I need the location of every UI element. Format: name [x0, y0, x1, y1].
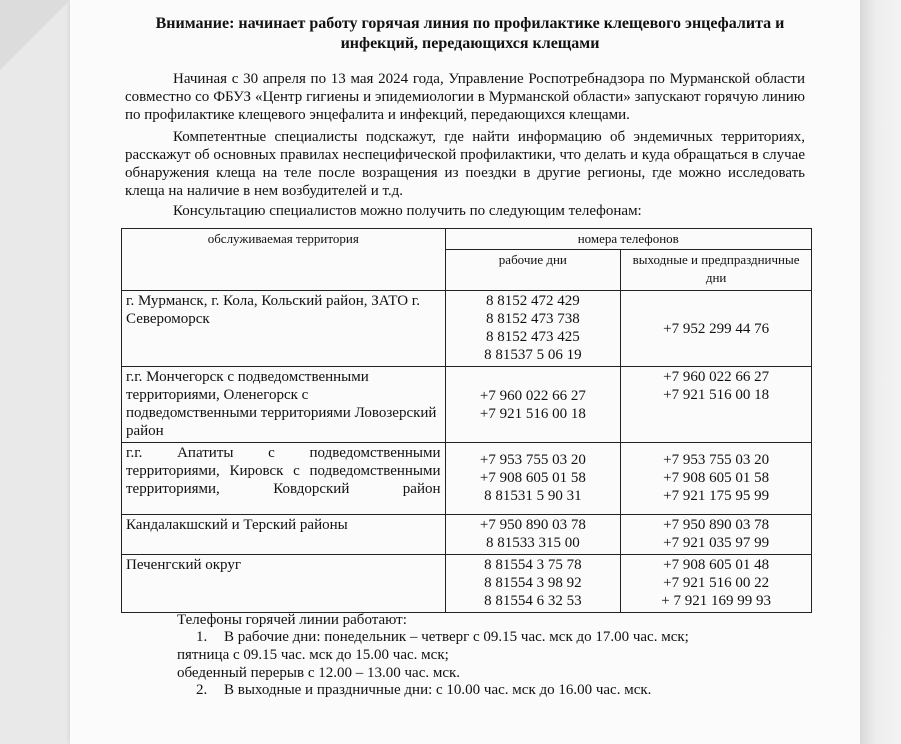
schedule-intro: Телефоны горячей линии работают:: [177, 612, 407, 628]
phone-number: 8 8152 472 429: [485, 293, 580, 309]
phone-number: +7 921 516 00 18: [479, 405, 586, 422]
territory-cell: г.г. Апатиты с подведомственными территориями, Кировск с подведомственными территориями, Ковдорский район: [122, 443, 446, 515]
holidays-cell: [621, 443, 812, 515]
schedule-lunch: обеденный перерыв с 12.00 – 13.00 час. мск.: [177, 665, 461, 681]
schedule-item-number: 2.: [196, 682, 208, 698]
paragraph-consultation: Консультацию специалистов можно получить по следующим телефонам:: [173, 203, 642, 219]
page-edge: [860, 0, 901, 744]
phone-number: +7 950 890 03 78: [479, 517, 586, 533]
paragraph-specialists: Компетентные специалисты подскажут, где найти информацию об эндемичных территориях, расскажут об основных правилах неспецифической профилактики, что делать и куда обращаться в случае обнаружения клеща на теле после возращения из поездки в другие регионы, где можно исследовать клеща на наличие в нем возбудителей и т.д.: [125, 129, 805, 199]
schedule-friday: пятница с 09.15 час. мск до 15.00 час. мск;: [177, 647, 449, 663]
phone-number: +7 921 516 00 22: [663, 575, 770, 591]
phone-number: +7 950 890 03 78: [663, 517, 770, 533]
workdays-cell: [445, 555, 621, 613]
territory-cell: Печенгский округ: [122, 555, 446, 613]
phone-number: 8 81554 3 98 92: [484, 575, 582, 591]
holidays-cell: [621, 291, 812, 367]
phone-number: +7 921 516 00 18: [663, 387, 770, 403]
phone-number: 8 81537 5 06 19: [484, 347, 582, 363]
phone-number: 8 8152 473 425: [485, 329, 580, 345]
phone-number: +7 952 299 44 76: [663, 320, 770, 337]
phone-number: +7 921 175 95 99: [663, 488, 770, 504]
document-title: Внимание: начинает работу горячая линия по профилактике клещевого энцефалита и инфекций, передающихся клещами: [155, 15, 785, 52]
phone-number: +7 908 605 01 58: [479, 470, 586, 486]
schedule-item-weekends: В выходные и праздничные дни: с 10.00 час. мск до 16.00 час. мск.: [224, 682, 652, 698]
workdays-cell: [445, 291, 621, 367]
phone-number: +7 960 022 66 27: [479, 387, 586, 404]
phone-number: + 7 921 169 99 93: [661, 593, 771, 609]
phone-number: 8 81554 3 75 78: [484, 557, 582, 573]
phone-number: +7 953 755 03 20: [479, 452, 586, 468]
holidays-cell: [621, 515, 812, 555]
territory-cell: г. Мурманск, г. Кола, Кольский район, ЗАТО г. Североморск: [122, 291, 446, 367]
phone-number: 8 81554 6 32 53: [484, 593, 582, 609]
header-workdays: рабочие дни: [445, 250, 621, 291]
header-phones: номера телефонов: [445, 229, 811, 250]
territory-cell: г.г. Мончегорск с подведомственными территориями, Оленегорск с подведомственными территориями Ловозерский район: [122, 367, 446, 443]
paragraph-intro: Начиная с 30 апреля по 13 мая 2024 года, Управление Роспотребнадзора по Мурманской области совместно со ФБУЗ «Центр гигиены и эпидемиологии в Мурманской области» запускают горячую линию по профилактике клещевого энцефалита и инфекций, передающихся клещами.: [125, 71, 805, 123]
workdays-cell: [445, 443, 621, 515]
header-holidays: выходные и предпраздничные дни: [621, 250, 812, 291]
table-row: [122, 443, 812, 515]
phones-table: [121, 228, 812, 613]
table-row: [122, 555, 812, 613]
phone-number: +7 908 605 01 58: [663, 470, 770, 486]
phone-number: +7 953 755 03 20: [663, 452, 770, 468]
workdays-cell: [445, 367, 621, 443]
table-row: [122, 291, 812, 367]
phone-number: +7 908 605 01 48: [663, 557, 770, 573]
phone-number: +7 921 035 97 99: [663, 535, 770, 551]
holidays-cell: [621, 367, 812, 443]
phone-number: +7 960 022 66 27: [663, 369, 770, 385]
table-row: [122, 515, 812, 555]
page-corner: [0, 0, 70, 70]
schedule-item-number: 1.: [196, 629, 208, 645]
schedule-item-workdays: В рабочие дни: понедельник – четверг с 09.15 час. мск до 17.00 час. мск;: [224, 629, 689, 645]
table-row: [122, 367, 812, 443]
phone-number: 8 81533 315 00: [485, 535, 580, 551]
workdays-cell: [445, 515, 621, 555]
holidays-cell: [621, 555, 812, 613]
territory-cell: Кандалакшский и Терский районы: [122, 515, 446, 555]
header-territory: обслуживаемая территория: [122, 229, 446, 291]
phone-number: 8 81531 5 90 31: [484, 488, 582, 504]
phone-number: 8 8152 473 738: [485, 311, 580, 327]
